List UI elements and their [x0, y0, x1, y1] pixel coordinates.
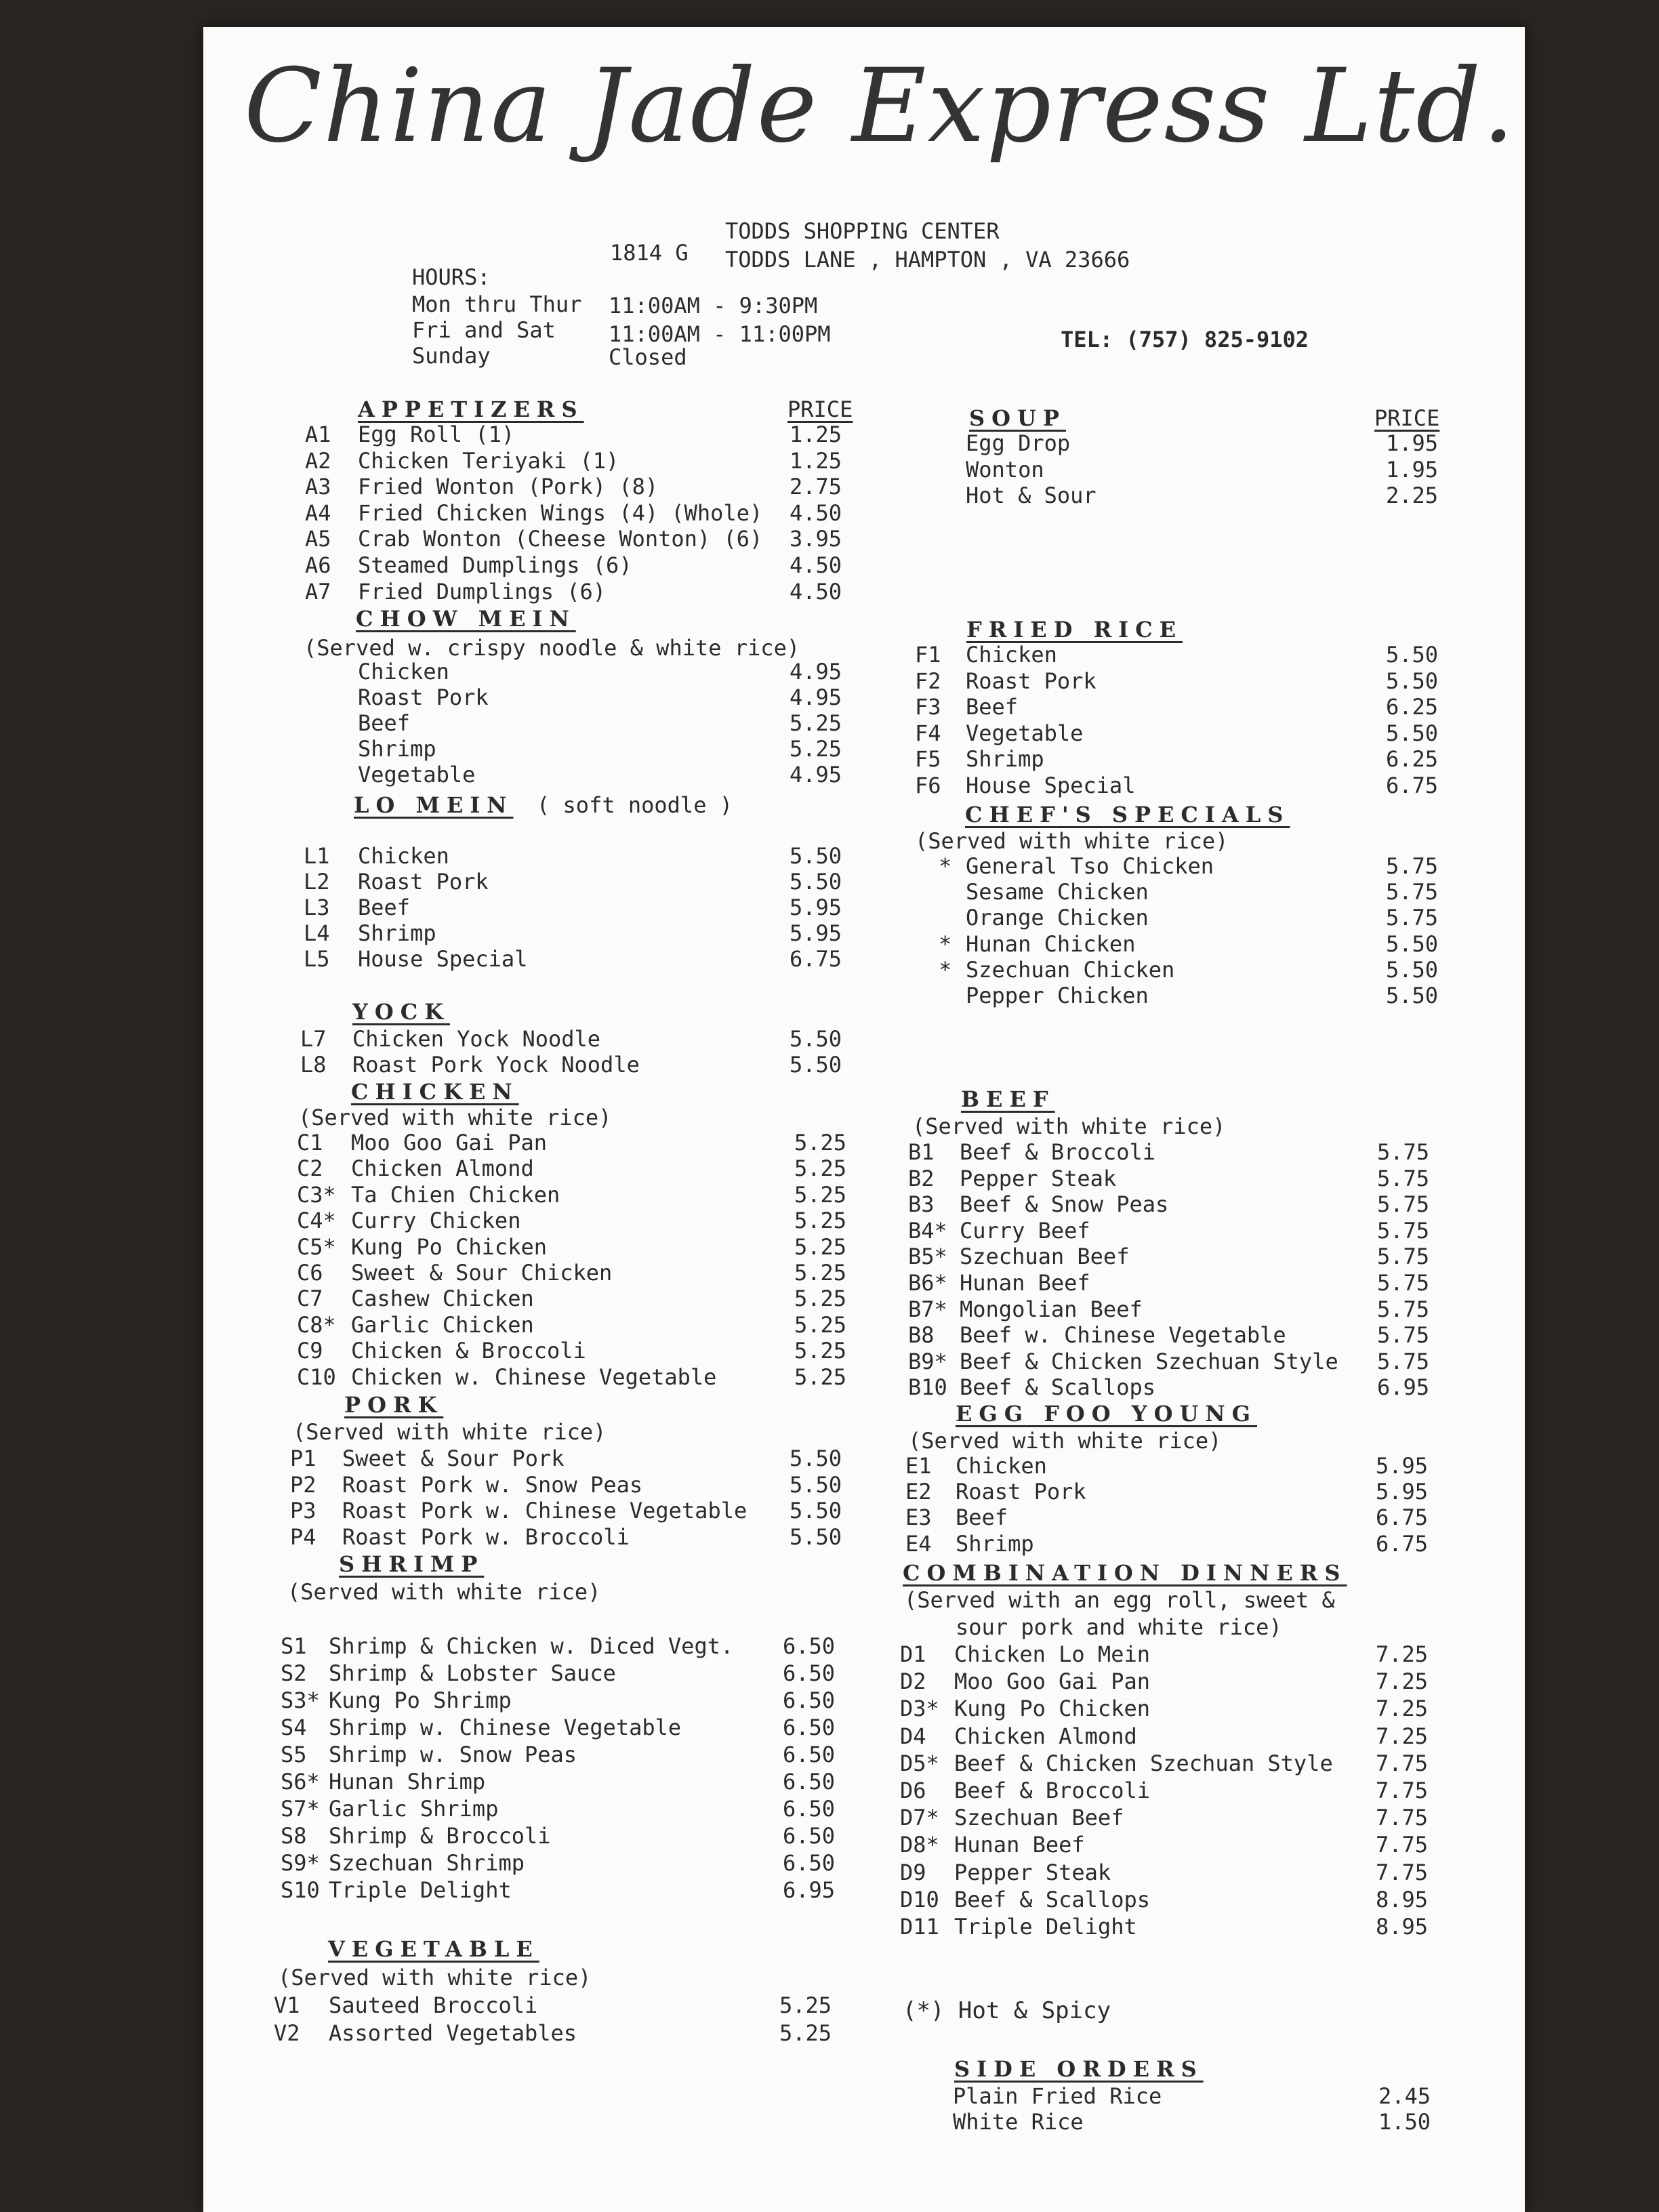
left-chow-mein-item-price: 4.95 — [790, 684, 842, 710]
left-chicken-item-name: Garlic Chicken — [351, 1312, 534, 1338]
left-chicken-item-name: Curry Chicken — [351, 1208, 521, 1233]
left-chow-mein-item-price: 5.25 — [790, 736, 842, 762]
left-yock-item-code: L7 — [300, 1026, 327, 1052]
left-appetizers-item-name: Crab Wonton (Cheese Wonton) (6) — [358, 526, 763, 552]
left-chicken-item-price: 5.25 — [794, 1208, 847, 1233]
right-soup-item-name: Hot & Sour — [966, 483, 1097, 508]
right-combination-dinners-item-price: 7.75 — [1376, 1750, 1429, 1776]
right-fried-rice-item-code: F1 — [915, 642, 941, 668]
left-chicken-item-code: C6 — [297, 1260, 323, 1286]
left-chicken-item-price: 5.25 — [794, 1182, 847, 1208]
left-lo-mein-item-code: L4 — [304, 920, 330, 946]
left-lo-mein-item-code: L5 — [304, 946, 330, 972]
right-chef-s-specials-item-name: Sesame Chicken — [966, 879, 1149, 905]
right-beef-item-code: B8 — [908, 1322, 935, 1348]
left-appetizers-item-price: 1.25 — [790, 422, 842, 447]
right-beef-item-price: 5.75 — [1377, 1296, 1430, 1322]
left-appetizers-item-code: A4 — [305, 500, 331, 526]
left-pork-item-price: 5.50 — [790, 1498, 842, 1523]
left-shrimp-item-price: 6.50 — [783, 1660, 836, 1686]
right-combination-dinners-note-continued: sour pork and white rice) — [956, 1614, 1282, 1640]
right-fried-rice-item-price: 6.25 — [1386, 694, 1439, 720]
left-chow-mein-item-price: 4.95 — [790, 659, 842, 684]
right-fried-rice-item-code: F3 — [915, 694, 941, 720]
right-beef-item-price: 6.95 — [1377, 1374, 1430, 1400]
right-fried-rice-item-name: Roast Pork — [966, 668, 1097, 694]
left-lo-mein-title-note: ( soft noodle ) — [537, 792, 733, 818]
left-chicken-item-name: Moo Goo Gai Pan — [351, 1130, 547, 1155]
right-soup-item-price: 1.95 — [1386, 457, 1439, 483]
right-fried-rice-item-code: F5 — [915, 746, 941, 772]
left-vegetable-item-name: Assorted Vegetables — [329, 2020, 577, 2046]
left-chicken-item-name: Chicken w. Chinese Vegetable — [351, 1364, 717, 1390]
right-combination-dinners-item-price: 7.25 — [1376, 1723, 1429, 1749]
hot-spicy-legend: (*) Hot & Spicy — [903, 1997, 1111, 2024]
right-fried-rice-item-code: F4 — [915, 720, 941, 746]
right-combination-dinners-item-name: Chicken Almond — [954, 1723, 1137, 1749]
left-chicken-item-price: 5.25 — [794, 1234, 847, 1260]
left-appetizers-item-price: 3.95 — [790, 526, 842, 552]
left-shrimp-item-price: 6.50 — [783, 1850, 836, 1876]
left-pork-heading: PORK — [344, 1392, 444, 1418]
left-shrimp-item-name: Triple Delight — [329, 1877, 512, 1903]
right-chef-s-specials-item-name: Hunan Chicken — [966, 931, 1136, 957]
right-combination-dinners-item-name: Pepper Steak — [954, 1860, 1111, 1885]
left-chow-mein-item-price: 5.25 — [790, 710, 842, 736]
left-appetizers-price-label: PRICE — [787, 396, 853, 422]
left-pork-item-code: P2 — [290, 1472, 316, 1498]
left-appetizers-item-code: A1 — [305, 422, 331, 447]
right-egg-foo-young-item-name: Shrimp — [956, 1531, 1034, 1557]
right-fried-rice-item-name: Beef — [966, 694, 1019, 720]
right-egg-foo-young-item-code: E2 — [905, 1479, 932, 1504]
left-appetizers-item-code: A3 — [305, 474, 331, 499]
right-beef-item-name: Beef & Snow Peas — [960, 1191, 1169, 1217]
left-pork-item-price: 5.50 — [790, 1524, 842, 1550]
right-chef-s-specials-item-name: Szechuan Chicken — [966, 957, 1175, 983]
left-lo-mein-item-code: L3 — [304, 895, 330, 920]
left-shrimp-item-price: 6.50 — [783, 1769, 836, 1795]
left-shrimp-item-code: S2 — [281, 1660, 307, 1686]
left-chicken-item-name: Ta Chien Chicken — [351, 1182, 560, 1208]
right-beef-item-name: Szechuan Beef — [960, 1244, 1130, 1269]
left-shrimp-item-name: Shrimp w. Snow Peas — [329, 1742, 577, 1767]
left-lo-mein-item-name: Beef — [358, 895, 411, 920]
telephone: TEL: (757) 825-9102 — [1061, 327, 1309, 352]
right-beef-item-price: 5.75 — [1377, 1191, 1430, 1217]
address-number: 1814 G — [610, 240, 689, 266]
right-beef-item-name: Pepper Steak — [960, 1166, 1117, 1191]
left-lo-mein-item-price: 6.75 — [790, 946, 842, 972]
left-lo-mein-item-code: L2 — [304, 869, 330, 895]
right-beef-item-code: B2 — [908, 1166, 935, 1191]
left-vegetable-heading: VEGETABLE — [328, 1936, 539, 1962]
right-soup-item-price: 2.25 — [1386, 483, 1439, 508]
left-appetizers-item-name: Chicken Teriyaki (1) — [358, 448, 619, 474]
left-yock-item-price: 5.50 — [790, 1026, 842, 1052]
right-combination-dinners-item-code: D10 — [900, 1887, 939, 1912]
left-pork-item-code: P1 — [290, 1446, 316, 1471]
right-combination-dinners-heading: COMBINATION DINNERS — [903, 1560, 1347, 1586]
left-yock-item-code: L8 — [300, 1052, 327, 1078]
right-chef-s-specials-item-name: Pepper Chicken — [966, 983, 1149, 1008]
hours-time-1: 11:00AM - 11:00PM — [609, 321, 831, 347]
right-egg-foo-young-note: (Served with white rice) — [908, 1428, 1222, 1454]
left-chicken-item-code: C8* — [297, 1312, 336, 1338]
right-egg-foo-young-item-price: 6.75 — [1376, 1531, 1429, 1557]
left-shrimp-item-code: S6* — [281, 1769, 320, 1795]
left-shrimp-item-code: S8 — [281, 1823, 307, 1849]
left-vegetable-item-code: V2 — [274, 2020, 300, 2046]
left-chicken-item-code: C9 — [297, 1338, 323, 1364]
left-chicken-item-name: Kung Po Chicken — [351, 1234, 547, 1260]
left-shrimp-item-name: Shrimp w. Chinese Vegetable — [329, 1715, 682, 1740]
left-pork-note: (Served with white rice) — [293, 1419, 607, 1445]
right-combination-dinners-item-name: Beef & Scallops — [954, 1887, 1150, 1912]
right-beef-item-price: 5.75 — [1377, 1349, 1430, 1374]
left-appetizers-item-name: Fried Chicken Wings (4) (Whole) — [358, 500, 763, 526]
left-chow-mein-item-name: Beef — [358, 710, 411, 736]
left-chicken-item-code: C7 — [297, 1286, 323, 1311]
right-beef-item-price: 5.75 — [1377, 1244, 1430, 1269]
left-chicken-item-price: 5.25 — [794, 1338, 847, 1364]
left-lo-mein-heading: LO MEIN — [354, 792, 514, 818]
right-combination-dinners-item-code: D1 — [900, 1641, 926, 1667]
left-pork-item-code: P4 — [290, 1524, 316, 1550]
left-lo-mein-item-code: L1 — [304, 843, 330, 869]
left-chicken-item-name: Sweet & Sour Chicken — [351, 1260, 613, 1286]
left-appetizers-item-price: 1.25 — [790, 448, 842, 474]
right-combination-dinners-item-price: 7.75 — [1376, 1805, 1429, 1830]
left-appetizers-item-name: Egg Roll (1) — [358, 422, 515, 447]
left-shrimp-item-price: 6.50 — [783, 1742, 836, 1767]
right-combination-dinners-item-code: D8* — [900, 1832, 939, 1858]
left-chicken-item-price: 5.25 — [794, 1155, 847, 1181]
right-egg-foo-young-item-code: E3 — [905, 1504, 932, 1530]
left-pork-item-price: 5.50 — [790, 1472, 842, 1498]
right-combination-dinners-item-name: Moo Goo Gai Pan — [954, 1668, 1150, 1694]
left-chow-mein-item-price: 4.95 — [790, 762, 842, 787]
right-egg-foo-young-item-code: E1 — [905, 1453, 932, 1479]
left-lo-mein-item-price: 5.50 — [790, 869, 842, 895]
right-combination-dinners-item-name: Chicken Lo Mein — [954, 1641, 1150, 1667]
right-combination-dinners-item-price: 7.75 — [1376, 1860, 1429, 1885]
left-chicken-item-code: C1 — [297, 1130, 323, 1155]
right-side-orders-item-price: 1.50 — [1378, 2109, 1431, 2135]
left-lo-mein-item-price: 5.95 — [790, 895, 842, 920]
right-soup-item-name: Egg Drop — [966, 430, 1071, 456]
right-beef-item-price: 5.75 — [1377, 1270, 1430, 1296]
left-shrimp-item-price: 6.50 — [783, 1715, 836, 1740]
restaurant-name: China Jade Express Ltd. — [244, 47, 1516, 165]
right-beef-item-name: Curry Beef — [960, 1218, 1090, 1244]
right-chef-s-specials-item-price: 5.75 — [1386, 853, 1439, 879]
left-shrimp-item-code: S3* — [281, 1687, 320, 1713]
right-combination-dinners-item-name: Hunan Beef — [954, 1832, 1085, 1858]
left-vegetable-note: (Served with white rice) — [278, 1965, 592, 1990]
right-soup-item-name: Wonton — [966, 457, 1044, 483]
left-appetizers-item-price: 2.75 — [790, 474, 842, 499]
right-beef-item-price: 5.75 — [1377, 1322, 1430, 1348]
right-combination-dinners-item-name: Triple Delight — [954, 1914, 1137, 1940]
right-combination-dinners-item-name: Beef & Chicken Szechuan Style — [954, 1750, 1333, 1776]
left-pork-item-name: Roast Pork w. Snow Peas — [342, 1472, 643, 1498]
right-beef-item-code: B6* — [908, 1270, 947, 1296]
right-fried-rice-item-price: 6.25 — [1386, 746, 1439, 772]
left-shrimp-item-code: S5 — [281, 1742, 307, 1767]
left-appetizers-item-code: A7 — [305, 579, 331, 605]
right-combination-dinners-item-price: 7.75 — [1376, 1778, 1429, 1803]
right-beef-item-code: B7* — [908, 1296, 947, 1322]
right-combination-dinners-item-price: 7.75 — [1376, 1832, 1429, 1858]
left-vegetable-item-name: Sauteed Broccoli — [329, 1992, 538, 2018]
right-beef-heading: BEEF — [961, 1086, 1055, 1112]
right-beef-item-name: Beef w. Chinese Vegetable — [960, 1322, 1286, 1348]
right-egg-foo-young-item-price: 5.95 — [1376, 1453, 1429, 1479]
left-shrimp-item-name: Hunan Shrimp — [329, 1769, 486, 1795]
left-lo-mein-item-name: Shrimp — [358, 920, 436, 946]
right-combination-dinners-item-price: 7.25 — [1376, 1696, 1429, 1721]
left-appetizers-item-code: A2 — [305, 448, 331, 474]
left-lo-mein-item-price: 5.50 — [790, 843, 842, 869]
right-beef-item-price: 5.75 — [1377, 1218, 1430, 1244]
left-vegetable-item-price: 5.25 — [779, 1992, 832, 2018]
left-chow-mein-note: (Served w. crispy noodle & white rice) — [304, 635, 800, 661]
left-chicken-item-price: 5.25 — [794, 1260, 847, 1286]
right-beef-item-code: B1 — [908, 1139, 935, 1165]
left-appetizers-heading: APPETIZERS — [358, 396, 584, 422]
right-chef-s-specials-item-price: 5.50 — [1386, 931, 1439, 957]
right-combination-dinners-item-price: 7.25 — [1376, 1641, 1429, 1667]
right-chef-s-specials-item-name: General Tso Chicken — [966, 853, 1214, 879]
left-chicken-note: (Served with white rice) — [298, 1105, 612, 1130]
right-combination-dinners-item-price: 8.95 — [1376, 1914, 1429, 1940]
left-chicken-item-code: C5* — [297, 1234, 336, 1260]
right-combination-dinners-item-name: Beef & Broccoli — [954, 1778, 1150, 1803]
left-shrimp-item-price: 6.50 — [783, 1823, 836, 1849]
left-shrimp-item-name: Garlic Shrimp — [329, 1796, 499, 1822]
left-pork-item-name: Roast Pork w. Broccoli — [342, 1524, 630, 1550]
right-combination-dinners-item-code: D5* — [900, 1750, 939, 1776]
left-chicken-item-price: 5.25 — [794, 1130, 847, 1155]
right-combination-dinners-item-code: D9 — [900, 1860, 926, 1885]
right-beef-item-name: Hunan Beef — [960, 1270, 1090, 1296]
left-shrimp-item-price: 6.95 — [783, 1877, 836, 1903]
left-shrimp-item-price: 6.50 — [783, 1687, 836, 1713]
left-appetizers-item-name: Steamed Dumplings (6) — [358, 552, 632, 578]
right-beef-item-code: B9* — [908, 1349, 947, 1374]
right-combination-dinners-item-price: 7.25 — [1376, 1668, 1429, 1694]
left-chicken-item-price: 5.25 — [794, 1364, 847, 1390]
left-yock-item-price: 5.50 — [790, 1052, 842, 1078]
address-line2: TODDS LANE , HAMPTON , VA 23666 — [725, 247, 1130, 272]
left-lo-mein-item-price: 5.95 — [790, 920, 842, 946]
hours-days-2: Sunday — [412, 343, 491, 369]
right-beef-item-name: Beef & Broccoli — [960, 1139, 1155, 1165]
right-beef-note: (Served with white rice) — [912, 1113, 1226, 1139]
right-chef-s-specials-item-code: * — [939, 957, 952, 983]
right-combination-dinners-item-code: D7* — [900, 1805, 939, 1830]
right-fried-rice-item-name: Shrimp — [966, 746, 1044, 772]
right-beef-item-name: Mongolian Beef — [960, 1296, 1143, 1322]
right-egg-foo-young-item-code: E4 — [905, 1531, 932, 1557]
left-chicken-item-price: 5.25 — [794, 1286, 847, 1311]
right-chef-s-specials-item-name: Orange Chicken — [966, 905, 1149, 930]
left-appetizers-item-price: 4.50 — [790, 500, 842, 526]
left-appetizers-item-name: Fried Wonton (Pork) (8) — [358, 474, 659, 499]
right-fried-rice-item-code: F6 — [915, 773, 941, 798]
left-chicken-item-code: C4* — [297, 1208, 336, 1233]
right-soup-item-price: 1.95 — [1386, 430, 1439, 456]
left-appetizers-item-code: A5 — [305, 526, 331, 552]
hours-days-0: Mon thru Thur — [412, 291, 582, 317]
left-shrimp-item-price: 6.50 — [783, 1633, 836, 1659]
left-lo-mein-item-name: Chicken — [358, 843, 449, 869]
right-fried-rice-item-price: 5.50 — [1386, 720, 1439, 746]
right-side-orders-heading: SIDE ORDERS — [954, 2056, 1204, 2082]
left-shrimp-heading: SHRIMP — [339, 1551, 485, 1577]
left-pork-item-price: 5.50 — [790, 1446, 842, 1471]
left-chicken-item-name: Chicken Almond — [351, 1155, 534, 1181]
right-fried-rice-item-code: F2 — [915, 668, 941, 694]
left-chicken-item-name: Chicken & Broccoli — [351, 1338, 586, 1364]
right-chef-s-specials-item-price: 5.50 — [1386, 983, 1439, 1008]
left-shrimp-note: (Served with white rice) — [287, 1579, 601, 1605]
left-chow-mein-item-name: Chicken — [358, 659, 449, 684]
left-chicken-item-price: 5.25 — [794, 1312, 847, 1338]
right-combination-dinners-item-code: D3* — [900, 1696, 939, 1721]
left-vegetable-item-code: V1 — [274, 1992, 300, 2018]
right-egg-foo-young-item-price: 6.75 — [1376, 1504, 1429, 1530]
left-appetizers-item-price: 4.50 — [790, 552, 842, 578]
right-fried-rice-heading: FRIED RICE — [966, 617, 1183, 642]
left-shrimp-item-code: S4 — [281, 1715, 307, 1740]
right-beef-item-code: B10 — [908, 1374, 947, 1400]
right-combination-dinners-item-code: D2 — [900, 1668, 926, 1694]
left-shrimp-item-code: S9* — [281, 1850, 320, 1876]
right-side-orders-item-price: 2.45 — [1378, 2083, 1431, 2109]
left-chicken-item-code: C3* — [297, 1182, 336, 1208]
left-appetizers-item-price: 4.50 — [790, 579, 842, 605]
right-chef-s-specials-item-price: 5.75 — [1386, 905, 1439, 930]
right-soup-heading: SOUP — [969, 405, 1066, 431]
left-shrimp-item-code: S10 — [281, 1877, 320, 1903]
right-beef-item-code: B3 — [908, 1191, 935, 1217]
right-combination-dinners-note: (Served with an egg roll, sweet & — [904, 1587, 1335, 1613]
left-yock-item-name: Chicken Yock Noodle — [352, 1026, 601, 1052]
right-fried-rice-item-price: 5.50 — [1386, 668, 1439, 694]
right-fried-rice-item-name: House Special — [966, 773, 1136, 798]
right-fried-rice-item-name: Chicken — [966, 642, 1057, 668]
right-fried-rice-item-price: 6.75 — [1386, 773, 1439, 798]
right-combination-dinners-item-code: D4 — [900, 1723, 926, 1749]
right-chef-s-specials-heading: CHEF'S SPECIALS — [965, 802, 1290, 827]
left-pork-item-code: P3 — [290, 1498, 316, 1523]
hours-days-1: Fri and Sat — [412, 317, 556, 343]
right-combination-dinners-item-code: D11 — [900, 1914, 939, 1940]
right-chef-s-specials-item-price: 5.75 — [1386, 879, 1439, 905]
right-chef-s-specials-item-code: * — [939, 931, 952, 957]
right-combination-dinners-item-code: D6 — [900, 1778, 926, 1803]
left-shrimp-item-name: Szechuan Shrimp — [329, 1850, 525, 1876]
left-shrimp-item-code: S7* — [281, 1796, 320, 1822]
left-chicken-item-code: C2 — [297, 1155, 323, 1181]
right-combination-dinners-item-name: Szechuan Beef — [954, 1805, 1124, 1830]
right-chef-s-specials-note: (Served with white rice) — [915, 828, 1229, 854]
right-chef-s-specials-item-code: * — [939, 853, 952, 879]
right-beef-item-name: Beef & Scallops — [960, 1374, 1155, 1400]
left-shrimp-item-code: S1 — [281, 1633, 307, 1659]
left-chow-mein-item-name: Shrimp — [358, 736, 436, 762]
left-chicken-item-name: Cashew Chicken — [351, 1286, 534, 1311]
right-side-orders-item-name: White Rice — [953, 2109, 1084, 2135]
right-side-orders-item-name: Plain Fried Rice — [953, 2083, 1162, 2109]
right-beef-item-code: B4* — [908, 1218, 947, 1244]
left-yock-heading: YOCK — [352, 999, 450, 1025]
address-line1: TODDS SHOPPING CENTER — [725, 218, 1000, 244]
left-chicken-item-code: C10 — [297, 1364, 336, 1390]
right-egg-foo-young-heading: EGG FOO YOUNG — [956, 1401, 1257, 1427]
right-egg-foo-young-item-name: Beef — [956, 1504, 1008, 1530]
left-pork-item-name: Sweet & Sour Pork — [342, 1446, 565, 1471]
left-lo-mein-item-name: Roast Pork — [358, 869, 489, 895]
left-appetizers-item-name: Fried Dumplings (6) — [358, 579, 607, 605]
left-yock-item-name: Roast Pork Yock Noodle — [352, 1052, 640, 1078]
right-egg-foo-young-item-name: Roast Pork — [956, 1479, 1086, 1504]
right-egg-foo-young-item-price: 5.95 — [1376, 1479, 1429, 1504]
left-vegetable-item-price: 5.25 — [779, 2020, 832, 2046]
right-fried-rice-item-name: Vegetable — [966, 720, 1084, 746]
right-fried-rice-item-price: 5.50 — [1386, 642, 1439, 668]
right-beef-item-price: 5.75 — [1377, 1166, 1430, 1191]
left-shrimp-item-name: Shrimp & Broccoli — [329, 1823, 551, 1849]
left-shrimp-item-name: Shrimp & Chicken w. Diced Vegt. — [329, 1633, 734, 1659]
left-shrimp-item-name: Shrimp & Lobster Sauce — [329, 1660, 616, 1686]
left-lo-mein-item-name: House Special — [358, 946, 528, 972]
left-pork-item-name: Roast Pork w. Chinese Vegetable — [342, 1498, 747, 1523]
right-combination-dinners-item-price: 8.95 — [1376, 1887, 1429, 1912]
hours-time-0: 11:00AM - 9:30PM — [609, 293, 818, 319]
hours-label: HOURS: — [412, 264, 491, 290]
right-chef-s-specials-item-price: 5.50 — [1386, 957, 1439, 983]
left-chow-mein-item-name: Roast Pork — [358, 684, 489, 710]
right-combination-dinners-item-name: Kung Po Chicken — [954, 1696, 1150, 1721]
left-chicken-heading: CHICKEN — [351, 1079, 519, 1105]
right-beef-item-price: 5.75 — [1377, 1139, 1430, 1165]
left-shrimp-item-price: 6.50 — [783, 1796, 836, 1822]
right-beef-item-name: Beef & Chicken Szechuan Style — [960, 1349, 1338, 1374]
hours-time-2: Closed — [609, 344, 687, 370]
right-beef-item-code: B5* — [908, 1244, 947, 1269]
right-soup-price-label: PRICE — [1374, 405, 1440, 431]
left-appetizers-item-code: A6 — [305, 552, 331, 578]
left-shrimp-item-name: Kung Po Shrimp — [329, 1687, 512, 1713]
left-chow-mein-item-name: Vegetable — [358, 762, 476, 787]
left-chow-mein-heading: CHOW MEIN — [356, 606, 576, 632]
right-egg-foo-young-item-name: Chicken — [956, 1453, 1047, 1479]
